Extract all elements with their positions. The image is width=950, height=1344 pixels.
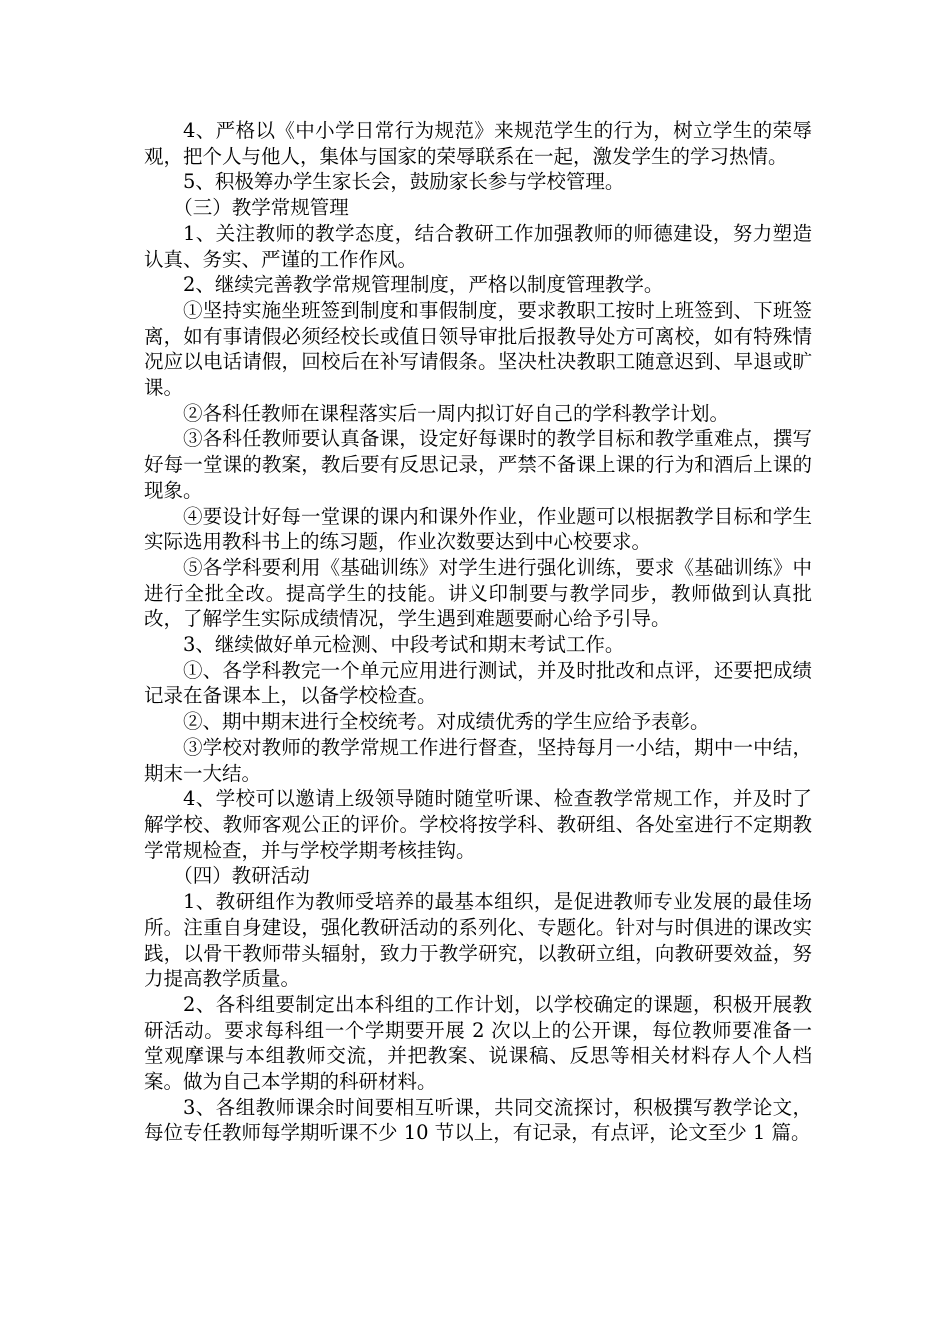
paragraph-lesson-prep: ③各科任教师要认真备课，设定好每课时的教学目标和教学重难点，撰写好每一堂课的教案，教后要有反思记录，严禁不备课上课的行为和酒后上课的现象。 <box>144 427 812 502</box>
paragraph-3-observation: 3、各组教师课余时间要相互听课，共同交流探讨，积极撰写教学论文，每位专任教师每学期听课不少 10 节以上，有记录，有点评，论文至少 1 篇。 <box>144 1095 812 1145</box>
paragraph-4-behavior-norms: 4、严格以《中小学日常行为规范》来规范学生的行为，树立学生的荣辱观，把个人与他人，集体与国家的荣辱联系在一起，激发学生的学习热情。 <box>144 119 812 168</box>
paragraph-unit-test: ①、各学科教完一个单元应用进行测试，并及时批改和点评，还要把成绩记录在备课本上，以备学校检查。 <box>144 658 812 708</box>
paragraph-unified-exam: ②、期中期末进行全校统考。对成绩优秀的学生应给予表彰。 <box>183 710 710 734</box>
paragraph-2-work-plan: 2、各科组要制定出本科组的工作计划，以学校确定的课题，积极开展教研活动。要求每科组一个学期要开展 2 次以上的公开课，每位教师要准备一堂观摩课与本组教师交流，并把教案、说课稿、反思等相关材料存人个人档案。做为自己本学期的科研材料。 <box>144 992 812 1094</box>
paragraph-1-research-group: 1、教研组作为教师受培养的最基本组织，是促进教师专业发展的最佳场所。注重自身建设，强化教研活动的系列化、专题化。针对与时俱进的课改实践，以骨干教师带头辐射，致力于教学研究，以教研立组，向教研要效益，努力提高教学质量。 <box>144 890 812 991</box>
paragraph-4-inspection: 4、学校可以邀请上级领导随时随堂听课、检查教学常规工作，并及时了解学校、教师客观公正的评价。学校将按学科、教研组、各处室进行不定期教学常规检查，并与学校学期考核挂钩。 <box>144 787 812 862</box>
paragraph-5-parent-meeting: 5、积极筹办学生家长会，鼓励家长参与学校管理。 <box>183 170 625 194</box>
paragraph-2-management-system: 2、继续完善教学常规管理制度，严格以制度管理教学。 <box>183 273 664 297</box>
paragraph-teaching-plan: ②各科任教师在课程落实后一周内拟订好自己的学科教学计划。 <box>183 401 730 425</box>
paragraph-supervision: ③学校对教师的教学常规工作进行督查，坚持每月一小结，期中一中结，期末一大结。 <box>144 735 812 785</box>
section-heading-teaching-routine: （三）教学常规管理 <box>173 196 349 220</box>
document-body <box>144 118 812 1146</box>
paragraph-3-exams: 3、继续做好单元检测、中段考试和期末考试工作。 <box>183 633 625 657</box>
paragraph-basic-training: ⑤各学科要利用《基础训练》对学生进行强化训练，要求《基础训练》中进行全批全改。提高学生的技能。讲义印制要与教学同步，教师做到认真批改，了解学生实际成绩情况，学生遇到难题要耐心给予引导。 <box>144 555 812 631</box>
paragraph-homework: ④要设计好每一堂课的课内和课外作业，作业题可以根据教学目标和学生实际选用教科书上的练习题，作业次数要达到中心校要求。 <box>144 504 812 554</box>
section-heading-research-activities: （四）教研活动 <box>173 864 310 888</box>
paragraph-attendance: ①坚持实施坐班签到制度和事假制度，要求教职工按时上班签到、下班签离，如有事请假必须经校长或值日领导审批后报教导处方可离校，如有特殊情况应以电话请假，回校后在补写请假条。坚决杜决教职工随意迟到、早退或旷课。 <box>144 298 812 400</box>
paragraph-1-teacher-attitude: 1、关注教师的教学态度，结合教研工作加强教师的师德建设，努力塑造认真、务实、严谨的工作作风。 <box>144 221 812 271</box>
